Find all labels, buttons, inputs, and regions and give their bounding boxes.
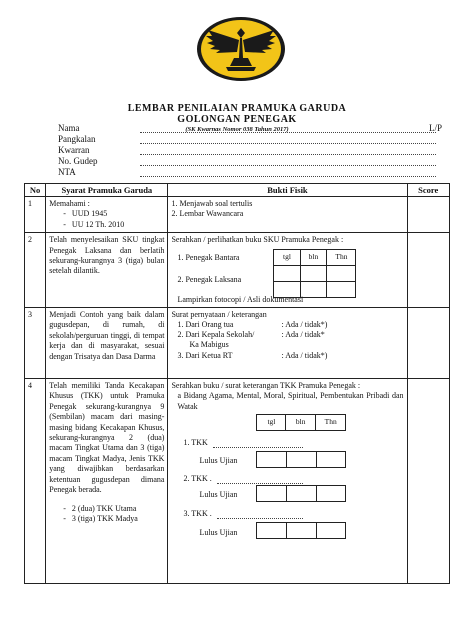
tkk-entry: 1. TKK	[183, 438, 208, 448]
garuda-emblem-logo	[196, 16, 286, 82]
list-item: 2. Dari Kepala Sekolah/	[177, 330, 255, 340]
name-field[interactable]	[58, 123, 438, 134]
score-cell[interactable]	[407, 379, 450, 584]
tkk-passed-label: Lulus Ujian	[199, 490, 238, 500]
nta-blank[interactable]	[140, 167, 436, 177]
evidence-intro: Surat pernyataan / keterangan	[171, 310, 267, 320]
list-item-value: : Ada / tidak*)	[281, 351, 328, 361]
name-label: Nama	[58, 123, 80, 133]
tkk-entry: 2. TKK .	[183, 474, 212, 484]
row-number: 3	[25, 308, 46, 379]
date-cell[interactable]	[257, 523, 287, 539]
list-item: Ka Mabigus	[189, 340, 229, 350]
date-cell[interactable]	[327, 265, 356, 281]
list-item: 2. Penegak Laksana	[177, 274, 242, 284]
date-cell[interactable]	[300, 281, 327, 297]
date-cell[interactable]	[316, 523, 346, 539]
date-cell[interactable]	[274, 265, 300, 281]
list-item-value: : Ada / tidak*)	[281, 320, 328, 330]
date-cell[interactable]	[257, 452, 287, 468]
list-item: - 3 (tiga) TKK Madya	[63, 513, 138, 523]
date-header-day: tgl	[274, 249, 300, 265]
row-number: 2	[25, 233, 46, 308]
row-requirement	[46, 379, 168, 584]
evidence-intro: Serahkan / perlihatkan buku SKU Pramuka Penegak :	[171, 235, 344, 245]
evidence-note: Lampirkan fotocopi / Asli dokumentasi	[177, 294, 304, 304]
table-row	[25, 379, 450, 584]
requirement-text: Memahami :	[49, 199, 90, 208]
row-evidence	[168, 379, 407, 584]
row-evidence	[168, 197, 407, 233]
tkk-entry: 3. TKK .	[183, 509, 212, 519]
score-cell[interactable]	[407, 233, 450, 308]
list-item: - UU 12 Th. 2010	[63, 219, 125, 229]
date-cell[interactable]	[287, 486, 317, 502]
row-evidence	[168, 233, 407, 308]
gender-label: L/P	[429, 123, 443, 133]
list-item: 3. Dari Ketua RT	[177, 351, 233, 361]
list-item: 2. Lembar Wawancara	[171, 209, 244, 219]
date-header-year: Thn	[327, 249, 356, 265]
table-row	[25, 233, 450, 308]
score-cell[interactable]	[407, 308, 450, 379]
kwarran-label: Kwarran	[58, 145, 90, 155]
table-row	[25, 197, 450, 233]
date-grid	[256, 451, 346, 468]
nta-label: NTA	[58, 167, 76, 177]
date-cell[interactable]	[257, 486, 287, 502]
requirements-table	[24, 183, 450, 584]
row-number: 1	[25, 197, 46, 233]
date-cell[interactable]	[316, 452, 346, 468]
kwarran-blank[interactable]	[140, 145, 436, 155]
date-grid	[256, 522, 346, 539]
header-no: No	[25, 184, 46, 197]
table-header-row	[25, 184, 450, 197]
evidence-category: a Bidang Agama, Mental, Moral, Spiritual, Pembentukan Pribadi dan Watak	[177, 391, 404, 411]
evidence-intro: Serahkan buku / surat keterangan TKK Pramuka Penegak :	[171, 381, 361, 391]
header-bukti: Bukti Fisik	[168, 184, 407, 197]
table-row	[25, 308, 450, 379]
pangkalan-label: Pangkalan	[58, 134, 96, 144]
list-item: - 2 (dua) TKK Utama	[63, 503, 137, 513]
tkk-passed-label: Lulus Ujian	[199, 456, 238, 466]
form-title: LEMBAR PENILAIAN PRAMUKA GARUDA	[127, 103, 347, 114]
date-grid	[256, 485, 346, 502]
row-requirement: Telah menyelesaikan SKU tingkat Penegak Laksana dan berlatih sekurang-kurangnya 3 (tiga) bulan setelah dilantik.	[46, 233, 168, 308]
list-item: 1. Penegak Bantara	[177, 252, 240, 262]
tkk-blank[interactable]	[217, 474, 303, 484]
list-item-value: : Ada / tidak*	[281, 330, 325, 340]
row-requirement	[46, 197, 168, 233]
pangkalan-blank[interactable]	[140, 134, 436, 144]
row-evidence	[168, 308, 407, 379]
date-cell[interactable]	[287, 523, 317, 539]
tkk-passed-label: Lulus Ujian	[199, 528, 238, 538]
list-item: 1. Menjawab soal tertulis	[171, 199, 253, 208]
header-syarat: Syarat Pramuka Garuda	[46, 184, 168, 197]
list-item: - UUD 1945	[63, 209, 108, 219]
date-grid	[256, 414, 346, 431]
date-cell[interactable]	[287, 452, 317, 468]
gudep-label: No. Gudep	[58, 156, 98, 166]
date-header-month: bln	[300, 249, 327, 265]
date-cell[interactable]	[327, 281, 356, 297]
gudep-field[interactable]	[58, 156, 438, 167]
row-number: 4	[25, 379, 46, 584]
score-cell[interactable]	[407, 197, 450, 233]
form-subtitle: GOLONGAN PENEGAK	[177, 114, 297, 125]
date-header-day: tgl	[257, 415, 286, 431]
date-grid	[273, 249, 356, 298]
header-score: Score	[407, 184, 450, 197]
requirement-text: Telah memiliki Tanda Kecakapan Khusus (TKK) untuk Pramuka Penegak sekurang-kurangnya 9 (Sembilan) macam dari masing-masing bidang Kecakapan Khusus, sekurang-kurangnya 2 (dua) macam Tingkat Utama dan 3 (tiga) macam Tingkat Madya, Jenis TKK yang diwajibkan berdasarkan ketentuan gugusdepan dimana Penegak berada.	[49, 381, 165, 495]
gudep-blank[interactable]	[140, 156, 436, 166]
date-header-month: bln	[286, 415, 316, 431]
nta-field[interactable]	[58, 167, 438, 178]
tkk-blank[interactable]	[213, 438, 303, 448]
date-header-year: Thn	[315, 415, 345, 431]
pangkalan-field[interactable]	[58, 134, 438, 145]
tkk-blank[interactable]	[217, 509, 303, 519]
date-cell[interactable]	[316, 486, 346, 502]
date-cell[interactable]	[274, 281, 300, 297]
row-requirement: Menjadi Contoh yang baik dalam gugusdepan, di rumah, di sekolah/perguruan tinggi, di tempat kerja dan di masyarakat, sesuai dengan Trisatya dan Dasa Darma	[46, 308, 168, 379]
date-cell[interactable]	[300, 265, 327, 281]
kwarran-field[interactable]	[58, 145, 438, 156]
decree-reference: (SK Kwarnas Nomor 038 Tahun 2017)	[185, 126, 289, 133]
name-blank[interactable]	[140, 123, 436, 133]
list-item: 1. Dari Orang tua	[177, 320, 234, 330]
